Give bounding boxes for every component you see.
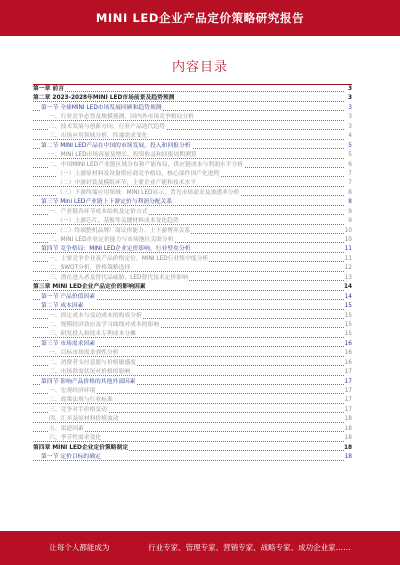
toc-entry[interactable] xyxy=(33,208,352,217)
toc-entry-title: 二、规模经济效应及学习曲线对成本的影响 xyxy=(49,321,160,328)
toc-entry-page: 15 xyxy=(344,331,352,338)
toc-entry-title: 一、宏观经济环境 xyxy=(49,388,96,394)
header-banner xyxy=(0,0,400,36)
toc-entry[interactable] xyxy=(33,396,352,405)
toc-entry-page: 15 xyxy=(344,312,352,319)
toc-entry-title: 一、行业竞争态势及规模预测，国内外市场竞争格局分析 xyxy=(49,114,194,121)
toc-entry-title: 二、政策法规与行业标准 xyxy=(49,397,113,404)
toc-entry-title: 三、市场应用领域分析，终端需求变化 xyxy=(49,133,148,140)
footer-separator: 、 xyxy=(290,543,299,552)
footer-role: 行业专家 xyxy=(148,543,179,552)
footer-role: 营销专家 xyxy=(223,543,254,552)
toc-entry-page: 3 xyxy=(348,114,352,121)
toc-entry[interactable] xyxy=(33,444,352,453)
toc-entry-title: （三）下游终端应用领域：MINI LED显示、背光市场需求及渗透率分析 xyxy=(57,189,240,196)
toc-entry-page: 18 xyxy=(344,425,352,432)
footer-role: 管理专家 xyxy=(185,543,216,552)
toc-entry-title: 第二章 2023-2028年MINI LED市场前景及趋势预测 xyxy=(33,95,175,102)
toc-entry-page: 14 xyxy=(344,284,353,291)
toc-entry-page: 7 xyxy=(348,170,352,177)
toc-entry-title: 四、汇率及原材料价格波动 xyxy=(49,416,119,423)
toc-entry-page: 10 xyxy=(344,227,352,234)
toc-entry-page: 8 xyxy=(348,189,352,196)
toc-entry[interactable] xyxy=(33,179,352,188)
toc-entry-title: 第四节 竞争格局：MINI LED企业定价影响，行业壁垒分析 xyxy=(41,246,191,253)
toc-entry[interactable] xyxy=(33,406,352,415)
toc-entry-page: 3 xyxy=(348,104,352,111)
toc-entry[interactable] xyxy=(33,302,352,311)
toc-entry-title: （二）中游封装及模组环节，主要企业产能和技术水平 xyxy=(57,180,197,187)
toc-entry-title: 第三节 市场需求因素 xyxy=(41,340,96,347)
toc-entry-page: 16 xyxy=(344,340,352,347)
toc-entry-title: 六、季节性需求变化 xyxy=(49,435,102,442)
toc-entry-title: 三、研发投入和技术专利成本分摊 xyxy=(49,331,136,338)
table-of-contents xyxy=(33,84,352,463)
toc-entry-title: 一、MINI LED市场容量及增长，投资收益和回报周期测算 xyxy=(49,152,197,159)
toc-entry[interactable] xyxy=(33,321,352,330)
footer-slogan: 让每个人都能成为 xyxy=(49,543,110,552)
footer-role: 成功企业家…… xyxy=(298,543,351,552)
toc-entry-title: 第四节 影响产品价格的其他外部因素 xyxy=(41,378,136,385)
toc-entry-title: 第三节 Mini LED产业链上下游定价与利润分配关系 xyxy=(41,199,173,206)
toc-entry[interactable] xyxy=(33,453,352,462)
toc-entry-title: 二、中国MINI LED产业链区域分布和产能布局，供应链成本与利润水平分析 xyxy=(49,161,244,168)
toc-entry-page: 7 xyxy=(348,180,352,187)
toc-entry[interactable] xyxy=(33,387,352,396)
toc-entry[interactable] xyxy=(33,245,352,254)
toc-entry-title: 二、MINI LED企业定价能力与市场地位关联分析 xyxy=(49,237,174,243)
toc-entry-page: 17 xyxy=(344,378,352,385)
toc-entry[interactable] xyxy=(33,198,352,207)
toc-entry[interactable] xyxy=(33,349,352,358)
toc-entry[interactable] xyxy=(33,142,352,151)
toc-entry-title: 三、市场供需状况对价格的影响 xyxy=(49,369,131,376)
toc-entry-page: 12 xyxy=(344,265,352,272)
toc-entry[interactable] xyxy=(33,236,352,245)
toc-entry-page: 5 xyxy=(348,152,352,159)
toc-entry-page: 14 xyxy=(344,293,352,300)
toc-entry[interactable] xyxy=(33,330,352,339)
toc-entry-title: 第二节 成本因素 xyxy=(41,303,84,310)
toc-entry-page: 9 xyxy=(348,218,352,225)
toc-entry-page: 11 xyxy=(344,246,352,253)
toc-entry-title: 二、消费者支付意愿与价格敏感度 xyxy=(49,359,136,366)
toc-entry-page: 18 xyxy=(344,416,352,423)
toc-entry-title: 一、目标市场需求弹性分析 xyxy=(49,350,119,357)
footer-separator: 、 xyxy=(253,543,261,552)
toc-entry-page: 10 xyxy=(344,237,352,243)
footer-role: 战略专家 xyxy=(260,543,291,552)
toc-entry-title: 一、主要竞争企业及产品价格定位，MINI LED行业集中度分析 xyxy=(49,255,209,262)
report-title: MINI LED企业产品定价策略研究报告 xyxy=(95,11,305,25)
toc-entry-title: （二）终端整机品牌厂商议价能力，上下游博弈关系 xyxy=(57,227,191,234)
toc-entry-title: 第一章 前言 xyxy=(33,86,65,92)
toc-entry-title: 三、潜在进入者及替代品威胁，LED替代技术定价影响 xyxy=(49,274,188,281)
toc-entry[interactable] xyxy=(33,378,352,387)
toc-entry-title: 二、技术发展与创新方向，行业产品迭代趋势 xyxy=(49,123,165,130)
toc-entry[interactable] xyxy=(33,415,352,424)
toc-entry-page: 16 xyxy=(344,350,352,357)
toc-entry-page: 17 xyxy=(344,369,352,376)
toc-entry-title: 三、竞争对手价格变动 xyxy=(49,406,107,413)
toc-entry-title: 第二节 MINI LED产品在中国的市场发展，投入和回报分析 xyxy=(41,142,191,149)
toc-entry[interactable] xyxy=(33,434,352,443)
toc-entry[interactable] xyxy=(33,425,352,434)
toc-entry[interactable] xyxy=(33,170,352,179)
toc-entry[interactable] xyxy=(33,132,352,141)
toc-entry[interactable] xyxy=(33,123,352,132)
toc-entry-page: 18 xyxy=(344,454,352,461)
footer-separator: 、 xyxy=(215,543,224,552)
toc-entry[interactable] xyxy=(33,217,352,226)
toc-entry-title: 一、产业链各环节成本结构及定价方式 xyxy=(49,208,148,215)
toc-entry[interactable] xyxy=(33,161,352,170)
toc-heading: 内容目录 xyxy=(171,60,228,75)
footer-banner xyxy=(0,531,400,565)
toc-entry[interactable] xyxy=(33,94,352,103)
toc-entry-page: 17 xyxy=(344,388,352,394)
toc-entry-page: 17 xyxy=(344,406,352,413)
toc-entry-page: 15 xyxy=(344,303,352,310)
toc-entry-title: 第三章 MINI LED企业产品定价的影响因素 xyxy=(33,284,146,291)
toc-entry[interactable] xyxy=(33,283,352,292)
toc-entry-page: 4 xyxy=(348,133,352,140)
toc-entry-title: 第一节 定价目标的确定 xyxy=(41,454,101,461)
toc-entry-page: 3 xyxy=(347,86,352,92)
toc-entry-page: 6 xyxy=(348,161,352,168)
toc-entry[interactable] xyxy=(33,255,352,264)
toc-entry-title: 第四章 MINI LED企业定价策略制定 xyxy=(33,444,129,451)
toc-entry-title: （一）上游原材料及设备供应商竞争格局，核心部件国产化进程 xyxy=(57,170,220,177)
toc-entry-page: 15 xyxy=(344,321,352,328)
toc-entry-page: 5 xyxy=(348,142,352,149)
toc-entry-page: 8 xyxy=(348,199,352,206)
toc-entry-title: 五、渠道因素 xyxy=(49,425,84,432)
toc-entry[interactable] xyxy=(33,264,352,273)
footer-text xyxy=(0,531,400,565)
toc-entry-title: 第一节 产品价值因素 xyxy=(41,293,96,300)
toc-entry[interactable] xyxy=(33,293,352,302)
toc-entry[interactable] xyxy=(33,104,352,113)
toc-entry-page: 3 xyxy=(348,123,352,130)
toc-entry-page: 13 xyxy=(344,274,352,281)
toc-entry-page: 9 xyxy=(348,208,352,215)
toc-entry[interactable] xyxy=(33,151,352,160)
toc-entry-page: 17 xyxy=(344,397,352,404)
toc-entry-title: 第一节 全球MINI LED市场发展回顾和趋势预测 xyxy=(41,104,162,111)
toc-entry[interactable] xyxy=(33,312,352,321)
toc-entry-page: 18 xyxy=(344,444,353,451)
toc-entry-page: 16 xyxy=(344,359,352,366)
toc-entry[interactable] xyxy=(33,340,352,349)
toc-entry[interactable] xyxy=(33,359,352,368)
toc-entry[interactable] xyxy=(33,84,352,94)
toc-entry[interactable] xyxy=(33,227,352,236)
toc-entry[interactable] xyxy=(33,274,352,283)
footer-roles xyxy=(148,543,351,552)
footer-separator: 、 xyxy=(178,543,186,552)
toc-entry[interactable] xyxy=(33,189,352,198)
toc-entry-title: （一）上游芯片、基板等关键材料成本变化趋势 xyxy=(57,218,179,225)
toc-entry[interactable] xyxy=(33,113,352,122)
toc-entry-title: 二、SWOT分析，价格策略选择 xyxy=(49,265,131,272)
toc-entry-title: 一、固定成本与变动成本的构成分析 xyxy=(49,312,142,319)
toc-entry-page: 18 xyxy=(344,435,352,442)
toc-entry-page: 3 xyxy=(347,95,352,102)
toc-entry[interactable] xyxy=(33,368,352,377)
toc-entry-page: 11 xyxy=(344,255,352,262)
